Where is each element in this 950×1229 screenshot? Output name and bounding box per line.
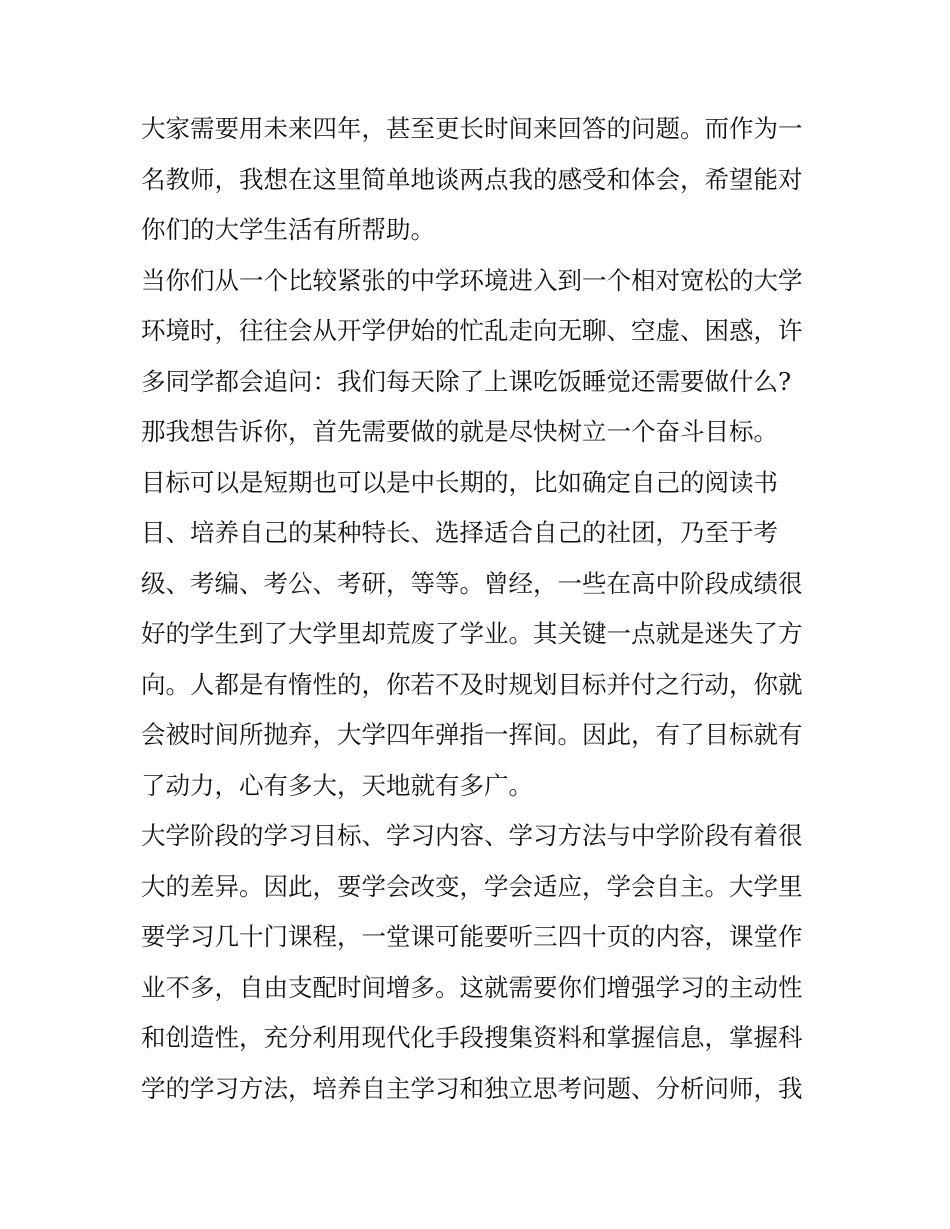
text-line-16: 大的差异。因此，要学会改变，学会适应，学会自主。大学里 — [141, 871, 803, 901]
text-line-20: 学的学习方法，培养自主学习和独立思考问题、分析问师，我 — [141, 1073, 803, 1103]
text-line-15: 大学阶段的学习目标、学习内容、学习方法与中学阶段有着很 — [141, 821, 803, 850]
text-line-2: 名教师，我想在这里简单地谈两点我的感受和体会，希望能对 — [141, 164, 803, 194]
text-line-18: 业不多，自由支配时间增多。这就需要你们增强学习的主动性 — [141, 972, 803, 1002]
body-text — [141, 104, 821, 1114]
text-line-7: 那我想告诉你，首先需要做的就是尽快树立一个奋斗目标。 — [141, 417, 778, 446]
text-line-4: 当你们从一个比较紧张的中学环境进入到一个相对宽松的大学 — [141, 265, 803, 295]
text-line-3: 你们的大学生活有所帮助。 — [141, 215, 435, 244]
text-line-13: 会被时间所抛弃，大学四年弹指一挥间。因此，有了目标就有 — [141, 720, 803, 749]
text-line-17: 要学习几十门课程，一堂课可能要听三四十页的内容，课堂作 — [141, 922, 803, 951]
text-line-1: 大家需要用未来四年，甚至更长时间来回答的问题。而作为一 — [141, 114, 803, 143]
text-line-12: 向。人都是有惰性的，你若不及时规划目标并付之行动，你就 — [141, 669, 803, 699]
text-line-9: 目、培养自己的某种特长、选择适合自己的社团，乃至于考 — [141, 518, 778, 547]
text-line-11: 好的学生到了大学里却荒废了学业。其关键一点就是迷失了方 — [141, 619, 803, 648]
text-line-6: 多同学都会追问：我们每天除了上课吃饭睡觉还需要做什么? — [141, 366, 792, 396]
text-line-14: 了动力，心有多大，天地就有多广。 — [141, 770, 533, 800]
text-line-10: 级、考编、考公、考研，等等。曾经，一些在高中阶段成绩很 — [141, 568, 803, 598]
text-line-5: 环境时，往往会从开学伊始的忙乱走向无聊、空虚、困惑，许 — [141, 316, 803, 345]
text-line-19: 和创造性，充分利用现代化手段搜集资料和掌握信息，掌握科 — [141, 1023, 803, 1052]
text-line-8: 目标可以是短期也可以是中长期的，比如确定自己的阅读书 — [141, 467, 778, 497]
